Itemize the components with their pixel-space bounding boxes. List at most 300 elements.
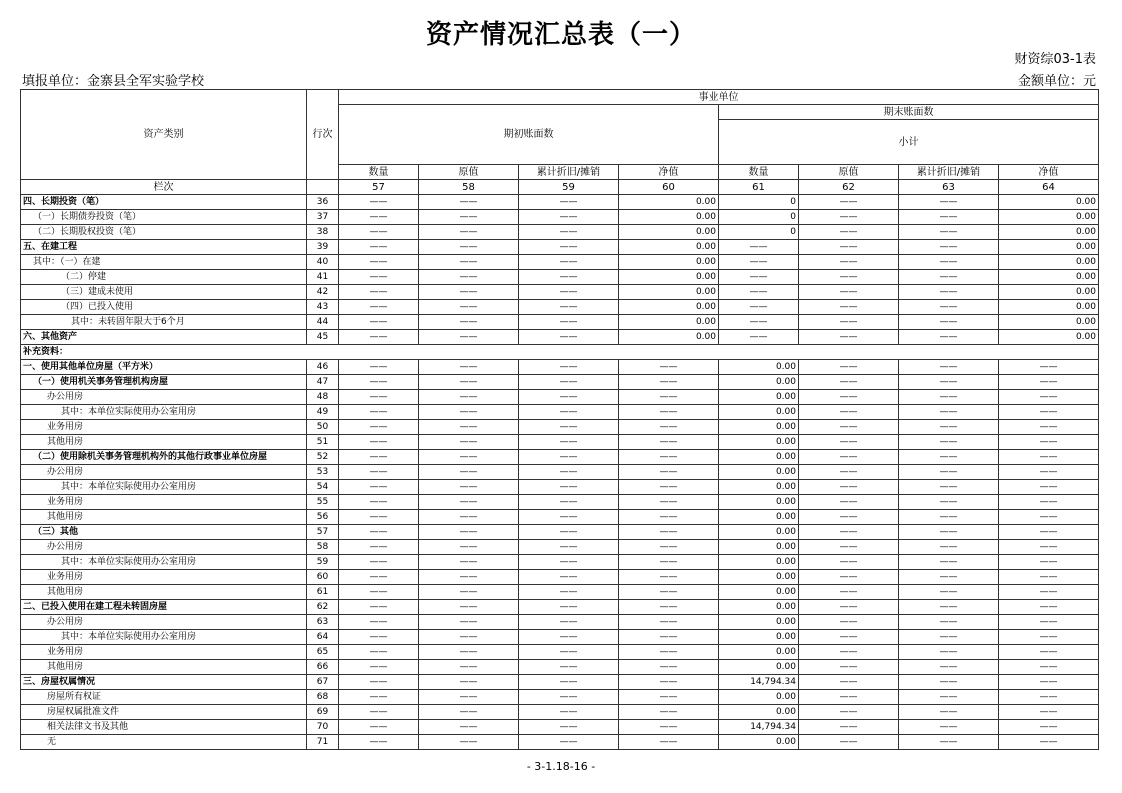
row-value: —— [899, 270, 999, 285]
row-value: 0.00 [619, 300, 719, 315]
row-value: —— [519, 300, 619, 315]
row-line-no: 52 [307, 450, 339, 465]
header-line-no: 行次 [307, 90, 339, 180]
row-line-no: 48 [307, 390, 339, 405]
row-value: 0.00 [719, 600, 799, 615]
row-category: 其他用房 [21, 510, 307, 525]
row-value: —— [339, 495, 419, 510]
row-line-no: 59 [307, 555, 339, 570]
row-line-no: 53 [307, 465, 339, 480]
row-value: —— [339, 315, 419, 330]
row-value: —— [899, 420, 999, 435]
row-value: —— [619, 675, 719, 690]
row-category: 其中：本单位实际使用办公室用房 [21, 405, 307, 420]
row-value: —— [619, 570, 719, 585]
row-category: 办公用房 [21, 465, 307, 480]
row-value: —— [339, 600, 419, 615]
row-value: 0.00 [719, 420, 799, 435]
row-category: （四）已投入使用 [21, 300, 307, 315]
table-row [21, 210, 1099, 225]
row-value: —— [619, 450, 719, 465]
table-row [21, 690, 1099, 705]
row-value: 0.00 [999, 240, 1099, 255]
row-value: —— [339, 405, 419, 420]
row-value: —— [619, 645, 719, 660]
row-value: —— [799, 660, 899, 675]
row-category: 其中：本单位实际使用办公室用房 [21, 630, 307, 645]
column-label: 净值 [619, 165, 719, 180]
row-line-no: 46 [307, 360, 339, 375]
row-value: —— [339, 300, 419, 315]
row-value: —— [519, 540, 619, 555]
row-value: —— [339, 225, 419, 240]
row-value: —— [419, 570, 519, 585]
row-value: —— [419, 495, 519, 510]
row-value: —— [719, 240, 799, 255]
row-value: —— [419, 315, 519, 330]
row-value: —— [999, 705, 1099, 720]
row-value: —— [619, 615, 719, 630]
row-value: —— [519, 450, 619, 465]
row-value: 14,794.34 [719, 720, 799, 735]
row-value: —— [799, 405, 899, 420]
row-value: 0.00 [999, 315, 1099, 330]
row-value: —— [899, 360, 999, 375]
row-value: —— [619, 720, 719, 735]
row-value: —— [899, 570, 999, 585]
row-value: —— [999, 690, 1099, 705]
row-value: 0.00 [999, 330, 1099, 345]
row-value: 0.00 [999, 195, 1099, 210]
row-category: 房屋权属批准文件 [21, 705, 307, 720]
table-row [21, 420, 1099, 435]
row-value: —— [619, 465, 719, 480]
column-label: 累计折旧/摊销 [899, 165, 999, 180]
column-number: 59 [519, 180, 619, 195]
row-value: —— [519, 255, 619, 270]
row-value: —— [719, 255, 799, 270]
row-value: —— [419, 300, 519, 315]
row-value: —— [419, 435, 519, 450]
row-value: 0.00 [619, 285, 719, 300]
row-value: —— [719, 330, 799, 345]
row-value: —— [519, 375, 619, 390]
row-value: —— [799, 330, 899, 345]
row-value: —— [799, 615, 899, 630]
row-value: 0.00 [719, 735, 799, 750]
row-value: —— [799, 270, 899, 285]
row-value: —— [799, 510, 899, 525]
row-value: —— [339, 375, 419, 390]
row-value: 0 [719, 195, 799, 210]
row-category: 业务用房 [21, 420, 307, 435]
row-value: 0.00 [999, 270, 1099, 285]
row-value: 0.00 [719, 435, 799, 450]
row-value: 0.00 [719, 615, 799, 630]
row-value: —— [619, 540, 719, 555]
row-value: —— [519, 510, 619, 525]
row-value: —— [339, 240, 419, 255]
report-title: 资产情况汇总表（一） [425, 20, 696, 50]
row-category: 无 [21, 735, 307, 750]
row-category: （一）长期债券投资（笔） [21, 210, 307, 225]
row-value: 0.00 [619, 210, 719, 225]
row-value: —— [419, 225, 519, 240]
row-value: —— [799, 480, 899, 495]
row-value: —— [339, 720, 419, 735]
row-value: —— [419, 705, 519, 720]
row-line-no: 60 [307, 570, 339, 585]
row-category: 其中：本单位实际使用办公室用房 [21, 480, 307, 495]
row-value: 0.00 [719, 525, 799, 540]
row-value: —— [619, 660, 719, 675]
table-row [21, 705, 1099, 720]
row-value: —— [619, 360, 719, 375]
row-value: —— [619, 600, 719, 615]
row-category: 办公用房 [21, 540, 307, 555]
row-value: —— [619, 525, 719, 540]
table-row [21, 735, 1099, 750]
row-value: —— [419, 420, 519, 435]
row-value: —— [899, 735, 999, 750]
row-line-no: 69 [307, 705, 339, 720]
row-value: —— [799, 630, 899, 645]
row-value: —— [339, 360, 419, 375]
row-line-no: 44 [307, 315, 339, 330]
row-value: —— [799, 375, 899, 390]
row-value: —— [519, 690, 619, 705]
row-category: 办公用房 [21, 615, 307, 630]
row-line-no: 38 [307, 225, 339, 240]
row-category: 三、房屋权属情况 [21, 675, 307, 690]
row-value: —— [799, 645, 899, 660]
row-value: —— [799, 540, 899, 555]
row-value: —— [339, 450, 419, 465]
row-value: —— [419, 375, 519, 390]
row-value: 0.00 [719, 495, 799, 510]
column-number: 61 [719, 180, 799, 195]
row-line-no: 66 [307, 660, 339, 675]
row-value: —— [899, 480, 999, 495]
table-row [21, 555, 1099, 570]
row-value: —— [419, 210, 519, 225]
row-value: —— [339, 570, 419, 585]
row-value: —— [799, 735, 899, 750]
column-label: 数量 [339, 165, 419, 180]
row-category: 二、已投入使用在建工程未转固房屋 [21, 600, 307, 615]
row-value: —— [899, 495, 999, 510]
row-value: —— [799, 720, 899, 735]
row-line-no: 70 [307, 720, 339, 735]
row-value: —— [799, 360, 899, 375]
row-value: 0 [719, 210, 799, 225]
row-value: —— [339, 465, 419, 480]
row-value: —— [339, 480, 419, 495]
row-value: —— [899, 225, 999, 240]
row-value: 0.00 [719, 660, 799, 675]
row-value: —— [619, 630, 719, 645]
row-value: —— [619, 420, 719, 435]
table-row [21, 585, 1099, 600]
row-value: —— [899, 255, 999, 270]
row-value: —— [899, 525, 999, 540]
row-value: —— [799, 585, 899, 600]
row-line-no: 49 [307, 405, 339, 420]
row-value: —— [519, 420, 619, 435]
row-line-no: 36 [307, 195, 339, 210]
row-value: —— [419, 555, 519, 570]
column-number: 62 [799, 180, 899, 195]
row-line-no: 39 [307, 240, 339, 255]
row-value: —— [419, 405, 519, 420]
row-value: —— [899, 240, 999, 255]
row-value: —— [519, 735, 619, 750]
row-value: —— [799, 675, 899, 690]
row-value: —— [999, 720, 1099, 735]
row-value: —— [519, 570, 619, 585]
table-row [21, 525, 1099, 540]
row-value: 0.00 [719, 360, 799, 375]
row-value: —— [999, 510, 1099, 525]
row-value: —— [339, 270, 419, 285]
row-value: —— [519, 675, 619, 690]
row-value: 0.00 [719, 510, 799, 525]
row-value: —— [899, 330, 999, 345]
table-row [21, 615, 1099, 630]
row-category: 一、使用其他单位房屋（平方米） [21, 360, 307, 375]
row-value: 0.00 [719, 705, 799, 720]
row-value: —— [719, 300, 799, 315]
row-value: —— [419, 690, 519, 705]
row-category: 其中：未转固年限大于6个月 [21, 315, 307, 330]
table-row [21, 195, 1099, 210]
row-value: —— [999, 420, 1099, 435]
row-line-no: 42 [307, 285, 339, 300]
row-category: 房屋所有权证 [21, 690, 307, 705]
row-category: 其他用房 [21, 660, 307, 675]
row-value: —— [339, 390, 419, 405]
row-line-no: 41 [307, 270, 339, 285]
table-row [21, 645, 1099, 660]
column-label: 净值 [999, 165, 1099, 180]
row-value: 0.00 [999, 210, 1099, 225]
row-category: （一）使用机关事务管理机构房屋 [21, 375, 307, 390]
row-value: —— [899, 690, 999, 705]
row-value: 0.00 [619, 315, 719, 330]
row-value: 0.00 [719, 480, 799, 495]
row-value: —— [339, 540, 419, 555]
row-line-no: 45 [307, 330, 339, 345]
table-row [21, 435, 1099, 450]
row-value: —— [999, 360, 1099, 375]
column-number: 57 [339, 180, 419, 195]
row-category: 业务用房 [21, 495, 307, 510]
row-value: 0.00 [999, 300, 1099, 315]
row-value: —— [799, 495, 899, 510]
row-value: —— [519, 240, 619, 255]
column-label: 原值 [419, 165, 519, 180]
row-value: —— [419, 660, 519, 675]
row-value: —— [899, 195, 999, 210]
table-row [21, 315, 1099, 330]
row-value: 0.00 [719, 555, 799, 570]
row-value: —— [999, 555, 1099, 570]
table-row [21, 270, 1099, 285]
row-value: —— [799, 285, 899, 300]
row-value: —— [339, 525, 419, 540]
table-row [21, 495, 1099, 510]
table-row [21, 540, 1099, 555]
row-category: （二）使用除机关事务管理机构外的其他行政事业单位房屋 [21, 450, 307, 465]
table-row [21, 300, 1099, 315]
row-line-no: 58 [307, 540, 339, 555]
table-row [21, 570, 1099, 585]
row-value: —— [339, 585, 419, 600]
row-value: —— [799, 195, 899, 210]
row-value: —— [999, 525, 1099, 540]
row-line-no: 55 [307, 495, 339, 510]
table-body [21, 195, 1099, 750]
table-row [21, 360, 1099, 375]
row-value: 0.00 [999, 285, 1099, 300]
row-value: —— [519, 405, 619, 420]
column-number: 58 [419, 180, 519, 195]
row-value: —— [519, 555, 619, 570]
row-value: —— [519, 390, 619, 405]
row-value: —— [999, 450, 1099, 465]
row-line-no: 68 [307, 690, 339, 705]
row-value: —— [339, 675, 419, 690]
row-value: —— [899, 405, 999, 420]
row-value: —— [339, 660, 419, 675]
column-label: 原值 [799, 165, 899, 180]
row-value: —— [519, 435, 619, 450]
row-value: —— [799, 450, 899, 465]
row-value: —— [339, 420, 419, 435]
row-value: —— [619, 390, 719, 405]
table-row [21, 285, 1099, 300]
row-value: —— [899, 645, 999, 660]
row-value: —— [799, 255, 899, 270]
table-row [21, 375, 1099, 390]
row-value: —— [899, 390, 999, 405]
row-value: 0.00 [619, 270, 719, 285]
row-value: —— [899, 285, 999, 300]
row-value: —— [799, 435, 899, 450]
row-line-no: 47 [307, 375, 339, 390]
row-line-no: 40 [307, 255, 339, 270]
row-line-no: 63 [307, 615, 339, 630]
row-value: —— [999, 615, 1099, 630]
row-value: 0.00 [719, 690, 799, 705]
row-value: —— [519, 480, 619, 495]
row-value: —— [899, 210, 999, 225]
column-number-label: 栏次 [21, 180, 307, 195]
row-value: —— [899, 600, 999, 615]
row-category: 四、长期投资（笔） [21, 195, 307, 210]
row-value: —— [719, 285, 799, 300]
row-value: —— [899, 540, 999, 555]
row-value: 0.00 [619, 330, 719, 345]
row-line-no: 62 [307, 600, 339, 615]
column-number-blank [307, 180, 339, 195]
row-value: —— [339, 195, 419, 210]
row-value: —— [799, 570, 899, 585]
row-category: 业务用房 [21, 570, 307, 585]
row-value: —— [519, 525, 619, 540]
row-value: —— [899, 630, 999, 645]
row-value: —— [419, 645, 519, 660]
row-value: —— [999, 540, 1099, 555]
row-line-no: 56 [307, 510, 339, 525]
row-value: 0.00 [719, 645, 799, 660]
row-value: —— [519, 585, 619, 600]
column-label: 累计折旧/摊销 [519, 165, 619, 180]
row-value: —— [899, 435, 999, 450]
row-value: —— [999, 405, 1099, 420]
row-value: —— [619, 585, 719, 600]
row-value: —— [999, 570, 1099, 585]
row-line-no: 71 [307, 735, 339, 750]
table-row [21, 330, 1099, 345]
row-category: 办公用房 [21, 390, 307, 405]
row-line-no: 57 [307, 525, 339, 540]
row-value: —— [419, 585, 519, 600]
table-row [21, 480, 1099, 495]
header-closing: 期末账面数 [719, 105, 1099, 120]
row-value: —— [419, 510, 519, 525]
row-value: —— [619, 495, 719, 510]
row-value: —— [339, 690, 419, 705]
row-value: —— [899, 315, 999, 330]
row-value: —— [419, 735, 519, 750]
row-value: —— [339, 510, 419, 525]
row-value: —— [999, 375, 1099, 390]
row-value: —— [519, 465, 619, 480]
column-number: 60 [619, 180, 719, 195]
row-value: 0.00 [719, 375, 799, 390]
row-value: —— [899, 375, 999, 390]
row-value: —— [799, 225, 899, 240]
row-value: 0.00 [719, 585, 799, 600]
row-value: —— [519, 285, 619, 300]
table-row [21, 675, 1099, 690]
header-subtotal: 小计 [719, 120, 1099, 165]
table-row [21, 720, 1099, 735]
row-value: —— [619, 705, 719, 720]
row-value: 0.00 [999, 225, 1099, 240]
row-category: 业务用房 [21, 645, 307, 660]
row-value: —— [999, 600, 1099, 615]
row-value: —— [419, 465, 519, 480]
row-value: —— [619, 555, 719, 570]
row-value: —— [719, 270, 799, 285]
row-value: 0.00 [719, 450, 799, 465]
row-value: —— [419, 720, 519, 735]
row-value: —— [419, 390, 519, 405]
row-category: （三）其他 [21, 525, 307, 540]
row-value: —— [339, 615, 419, 630]
row-value: 0.00 [719, 390, 799, 405]
row-value: —— [519, 495, 619, 510]
row-value: —— [799, 525, 899, 540]
row-value: —— [899, 660, 999, 675]
row-value: —— [619, 405, 719, 420]
row-value: —— [619, 690, 719, 705]
form-number: 财资综03-1表 [1014, 52, 1096, 67]
header-category: 资产类别 [21, 90, 307, 180]
asset-summary-table [20, 89, 1099, 750]
